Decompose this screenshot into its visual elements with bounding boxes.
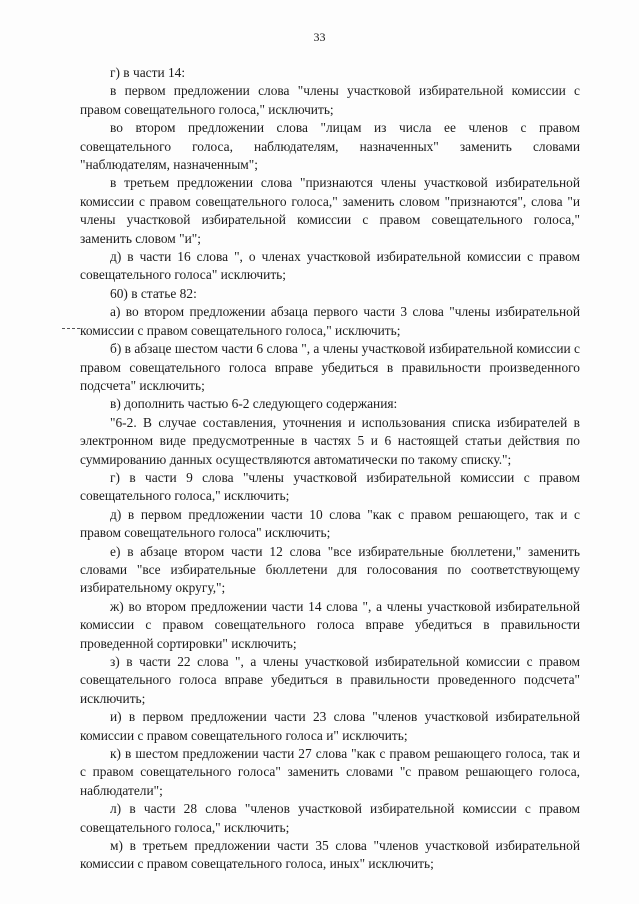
paragraph-82-k: к) в шестом предложении части 27 слова "как с правом решающего голоса, так и с правом совещательного голоса" заменить словами "с правом решающего голоса, наблюдатели"; bbox=[80, 746, 580, 798]
paragraph-82-g: г) в части 9 слова "члены участковой избирательной комиссии с правом совещательного голоса," исключить; bbox=[80, 469, 580, 504]
paragraph-82-e: е) в абзаце втором части 12 слова "все избирательные бюллетени," заменить словами "все избирательные бюллетени для голосования по соответствующему избирательному округу,"; bbox=[80, 543, 580, 596]
document-body bbox=[80, 64, 580, 874]
paragraph-82-m: м) в третьем предложении части 35 слова "членов участковой избирательной комиссии с правом совещательного голоса, иных" исключить; bbox=[80, 838, 580, 872]
paragraph-14-third-sentence: в третьем предложении слова "признаются члены участковой избирательной комиссии с правом совещательного голоса," заменить словом "признаются", слова "и члены участковой избирательной комиссии с правом совещательного голоса," заменить словом "и"; bbox=[80, 175, 580, 246]
paragraph-82-d: д) в первом предложении части 10 слова "как с правом решающего, так и с правом совещательного голоса" исключить; bbox=[80, 506, 580, 541]
paragraph-82-v: в) дополнить частью 6-2 следующего содержания: bbox=[110, 396, 398, 412]
paragraph-14-second-sentence: во втором предложении слова "лицам из числа ее членов с правом совещательного голоса, наблюдателям, назначенных" заменить словами "наблюдателям, назначенным"; bbox=[80, 120, 580, 173]
paragraph-82-i: и) в первом предложении части 23 слова "членов участковой избирательной комиссии с правом совещательного голоса и" исключить; bbox=[80, 709, 580, 743]
paragraph-82-zh: ж) во втором предложении части 14 слова ", а члены участковой избирательной комиссии с правом совещательного голоса вправе убедиться в правильности проведенной сортировки" исключить; bbox=[80, 598, 580, 651]
paragraph-14: г) в части 14: bbox=[110, 65, 186, 80]
paragraph-82-l: л) в части 28 слова "членов участковой избирательной комиссии с правом совещательного голоса," исключить; bbox=[80, 801, 580, 835]
page-number: 33 bbox=[313, 30, 326, 44]
paragraph-82-b: б) в абзаце шестом части 6 слова ", а члены участковой избирательной комиссии с правом совещательного голоса вправе убедиться в правильности произведенного подсчета" исключить; bbox=[80, 341, 580, 393]
paragraph-16: д) в части 16 слова ", о членах участковой избирательной комиссии с правом совещательного голоса" исключить; bbox=[80, 249, 580, 283]
scan-artifact-mark bbox=[62, 328, 80, 329]
paragraph-82-z: з) в части 22 слова ", а члены участковой избирательной комиссии с правом совещательного голоса вправе убедиться в правильности проведенного подсчета" исключить; bbox=[80, 654, 580, 706]
paragraph-82-a: а) во втором предложении абзаца первого части 3 слова "члены избирательной комиссии с правом совещательного голоса," исключить; bbox=[80, 304, 580, 338]
paragraph-14-first-sentence: в первом предложении слова "члены участковой избирательной комиссии с правом совещательного голоса," исключить; bbox=[80, 83, 580, 117]
paragraph-6-2-text: "6-2. В случае составления, уточнения и использования списка избирателей в электронном виде предусмотренные в частях 5 и 6 настоящей статьи действия по суммированию данных осуществляются автоматически по такому списку."; bbox=[80, 414, 580, 467]
paragraph-article-82: 60) в статье 82: bbox=[110, 285, 197, 301]
